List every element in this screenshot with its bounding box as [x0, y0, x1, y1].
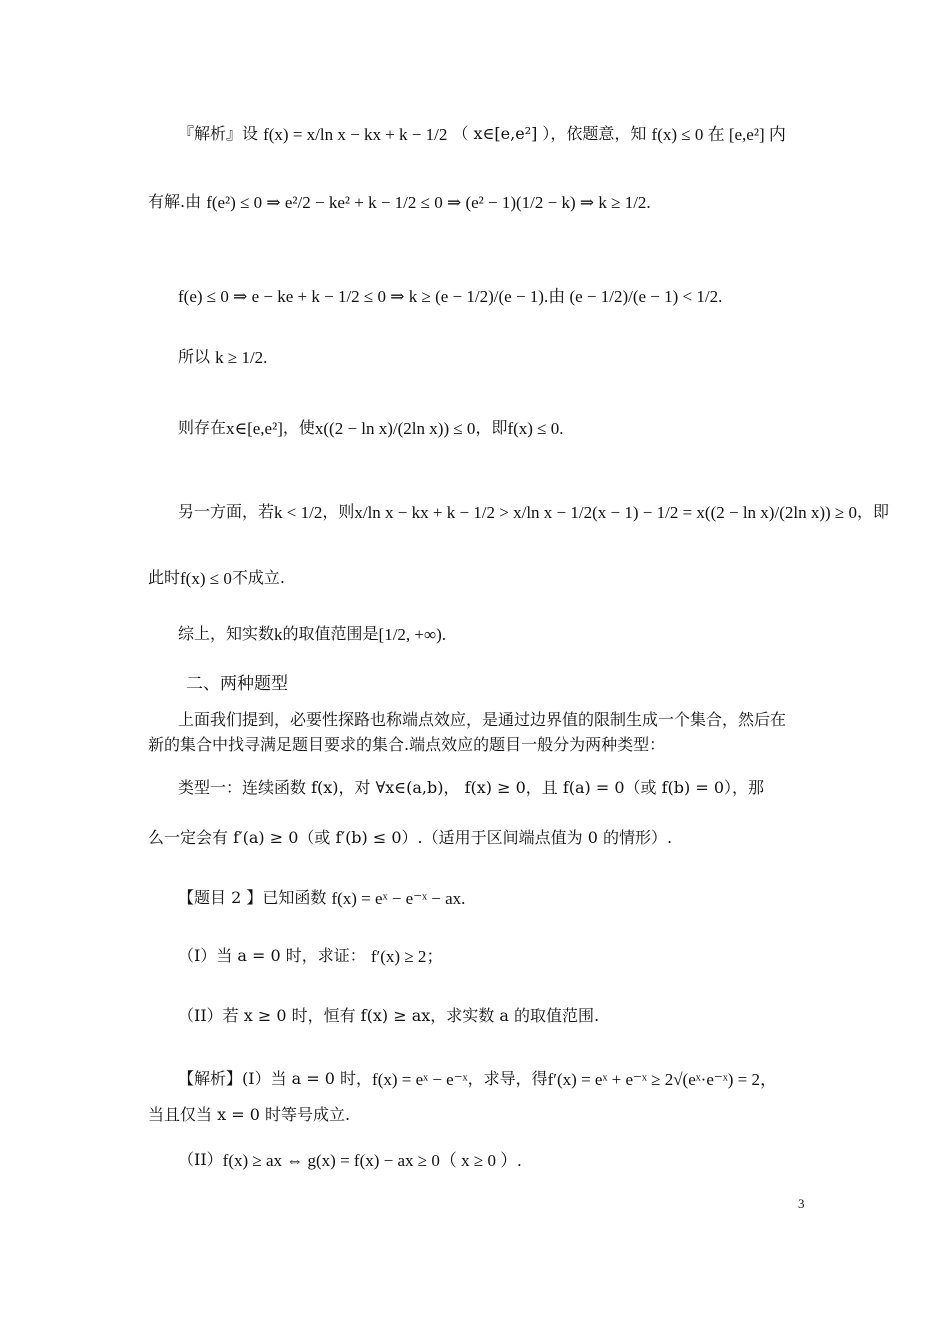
intro-line-1: 上面我们提到，必要性探路也称端点效应，是通过边界值的限制生成一个集合，然后在 [178, 710, 787, 729]
domain-text: （ x∈[e,e²] ），依题意，知 [452, 124, 647, 143]
analysis-line-8 [178, 622, 858, 647]
problem-title: 【题目 2 】已知函数 [178, 888, 327, 907]
sol3-a: （II） [178, 1150, 223, 1169]
line5-text-b: ，使 [282, 418, 315, 437]
type1-line-2: 么一定会有 f′(a) ≥ 0（或 f′(b) ≤ 0）.（适用于区间端点值为 0 的情形）. [148, 828, 673, 847]
analysis-line-3 [178, 284, 858, 309]
intro-line-2: 新的集合中找寻满足题目要求的集合.端点效应的题目一般分为两种类型： [148, 735, 666, 754]
line2-math: f(e²) ≤ 0 ⇒ e²/2 − ke² + k − 1/2 ≤ 0 ⇒ (e² − 1)(1/2 − k) ⇒ k ≥ 1/2. [206, 192, 651, 212]
problem-part-2: （II）若 x ≥ 0 时，恒有 f(x) ≥ ax，求实数 a 的取值范围. [178, 1006, 600, 1025]
line8-math-range: [1/2, +∞). [378, 624, 447, 644]
problem-function: f(x) = eˣ − e⁻ˣ − ax. [331, 888, 466, 908]
line4-text: 所以 [178, 347, 211, 366]
line6-math-a: k < 1/2 [274, 502, 323, 522]
line8-text-a: 综上，知实数 [178, 624, 275, 643]
line6-text-a: 另一方面，若 [178, 502, 275, 521]
solution-line-2: 当且仅当 x = 0 时等号成立. [148, 1105, 351, 1124]
analysis-line-6 [178, 500, 889, 525]
analysis-line-7 [148, 566, 828, 591]
page-number: 3 [798, 1196, 805, 1211]
line5-math-b: x((2 − ln x)/(2ln x)) ≤ 0 [314, 418, 476, 438]
section-heading: 二、两种题型 [186, 674, 288, 694]
line5-math-a: x∈[e,e²] [226, 418, 283, 438]
line4-math: k ≥ 1/2. [215, 347, 268, 367]
line8-math-k: k [274, 624, 283, 644]
sol1-d: f′(x) = eˣ + e⁻ˣ ≥ 2√(eˣ·e⁻ˣ) = 2， [547, 1069, 778, 1089]
solution-line-1 [178, 1067, 858, 1092]
condition-text: f(x) ≤ 0 在 [e,e²] 内 [651, 124, 786, 144]
line2-prefix: 有解.由 [148, 192, 202, 211]
analysis-label: 『解析』设 [178, 124, 259, 143]
type1-line-1: 类型一：连续函数 f(x)，对 ∀x∈(a,b)， f(x) ≥ 0，且 f(a) = 0（或 f(b) = 0），那 [178, 778, 765, 797]
sol1-b: f(x) = eˣ − e⁻ˣ [372, 1069, 468, 1089]
sol1-a: 【解析】(I）当 a = 0 时， [178, 1069, 373, 1088]
analysis-line-5 [178, 416, 858, 441]
solution-line-3 [178, 1148, 858, 1173]
line7-text-a: 此时 [148, 568, 181, 587]
problem-statement [178, 886, 858, 911]
line7-text-b: 不成立. [231, 568, 285, 587]
analysis-line-2 [148, 190, 828, 215]
line6-math-b: x/ln x − kx + k − 1/2 > x/ln x − 1/2(x − 1) − 1/2 = x((2 − ln x)/(2ln x)) ≥ 0 [354, 502, 857, 522]
part1-text: （I）当 a = 0 时，求证： [178, 946, 366, 965]
line6-text-c: ，即 [856, 502, 889, 521]
line6-text-b: ，则 [322, 502, 355, 521]
problem-part-1 [178, 944, 858, 969]
sol3-b: f(x) ≥ ax ⇔ g(x) = f(x) − ax ≥ 0（ x ≥ 0 ）. [222, 1150, 522, 1170]
line7-math: f(x) ≤ 0 [180, 568, 232, 588]
part1-math: f′(x) ≥ 2； [370, 946, 444, 966]
sol1-c: ，求导，得 [467, 1069, 548, 1088]
function-definition: f(x) = x/ln x − kx + k − 1/2 [263, 124, 448, 144]
line5-text-c: ，即 [475, 418, 508, 437]
line8-text-b: 的取值范围是 [282, 624, 379, 643]
line3-math: f(e) ≤ 0 ⇒ e − ke + k − 1/2 ≤ 0 ⇒ k ≥ (e − 1/2)/(e − 1).由 (e − 1/2)/(e − 1) < 1/2. [178, 286, 723, 306]
analysis-line-1 [178, 122, 858, 147]
analysis-line-4 [178, 345, 858, 370]
line5-math-c: f(x) ≤ 0. [507, 418, 564, 438]
line5-text-a: 则存在 [178, 418, 227, 437]
